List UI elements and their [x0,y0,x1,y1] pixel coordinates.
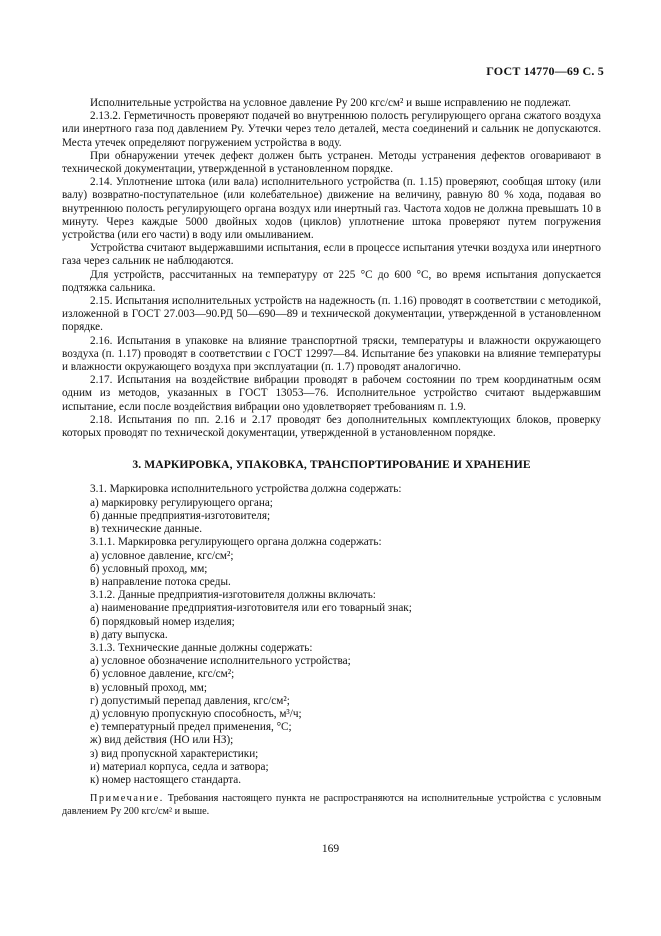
list-item: 3.1.3. Технические данные должны содержать: [90,641,313,654]
paragraph: 2.13.2. Герметичность проверяют подачей во внутреннюю полость регулирующего органа сжатого воздуха или инертного газа под давлением Pу. Утечки через тело деталей, места соединений и сальник не допускаются. Места утечек определяют погружением устройства в воду. [62,110,601,149]
list-item: в) условный проход, мм; [90,681,207,694]
page-header: ГОСТ 14770—69 С. 5 [486,64,604,78]
list-item: г) допустимый перепад давления, кгс/см²; [90,694,290,707]
list-item: а) маркировку регулирующего органа; [90,496,273,509]
list-item: а) условное обозначение исполнительного устройства; [90,655,351,668]
paragraph: 2.15. Испытания исполнительных устройств на надежность (п. 1.16) проводят в соответствии с методикой, изложенной в ГОСТ 27.003—90.РД 50—690—89 и технической документации, утвержденной в установленном порядке. [62,295,601,334]
list-item: з) вид пропускной характеристики; [90,747,259,760]
list-item: б) условное давление, кгс/см²; [90,668,235,681]
list-item: 3.1. Маркировка исполнительного устройства должна содержать: [90,483,402,496]
marking-list [62,483,601,787]
paragraph: При обнаружении утечек дефект должен быть устранен. Методы устранения дефектов оговаривают в технической документации, утвержденной в установленном порядке. [62,149,601,176]
list-item: в) дату выпуска. [90,628,168,641]
list-item: в) технические данные. [90,523,203,536]
paragraph: 2.18. Испытания по пп. 2.16 и 2.17 проводят без дополнительных комплектующих блоков, проверку которых проводят по технической документации, утвержденной в установленном порядке. [62,413,601,440]
list-item: б) порядковый номер изделия; [90,615,235,628]
paragraph: Для устройств, рассчитанных на температуру от 225 °С до 600 °С, во время испытания допускается подтяжка сальника. [62,268,601,294]
list-item: а) наименование предприятия-изготовителя или его товарный знак; [90,602,412,615]
section-title: 3. МАРКИРОВКА, УПАКОВКА, ТРАНСПОРТИРОВАНИЕ И ХРАНЕНИЕ [132,458,531,472]
paragraph: Устройства считают выдержавшими испытания, если в процессе испытания утечки воздуха или инертного газа через сальник не наблюдаются. [62,242,601,268]
list-item: д) условную пропускную способность, м³/ч; [90,707,302,720]
list-item: а) условное давление, кгс/см²; [90,549,234,562]
paragraph: 2.17. Испытания на воздействие вибрации проводят в рабочем состоянии по трем координатным осям одним из методов, указанных в ГОСТ 13053—76. Исполнительное устройство считают выдержавшим испытание, если после воздействия вибрации оно удовлетворяет требованиям п. 1.9. [62,374,601,413]
paragraph: 2.16. Испытания в упаковке на влияние транспортной тряски, температуры и влажности окружающего воздуха (п. 1.17) проводят в соответствии с ГОСТ 12997—84. Испытание без упаковки на влияние температуры и влажности окружающего воздуха при эксплуатации (п. 1.7) проводят аналогично. [62,334,601,374]
list-item: в) направление потока среды. [90,575,231,588]
note-text: Требования настоящего пункта не распространяются на исполнительные устройства с условным давлением Pу 200 кгс/см² и выше. [62,793,602,817]
document-body [62,97,601,818]
paragraph: Исполнительные устройства на условное давление Pу 200 кгс/см² и выше исправлению не подлежат. [90,97,571,109]
list-item: б) данные предприятия-изготовителя; [90,509,271,522]
note-label: Примечание. [90,793,164,805]
page-number: 169 [321,843,340,855]
note [62,793,601,818]
list-item: ж) вид действия (НО или НЗ); [90,734,234,747]
list-item: б) условный проход, мм; [90,562,208,575]
list-item: и) материал корпуса, седла и затвора; [90,760,269,773]
list-item: 3.1.2. Данные предприятия-изготовителя должны включать: [90,589,376,602]
list-item: к) номер настоящего стандарта. [90,773,242,786]
list-item: е) температурный предел применения, °С; [90,721,292,734]
paragraph: 2.14. Уплотнение штока (или вала) исполнительного устройства (п. 1.15) проверяют, сообщая штоку (или валу) возвратно-поступательное (или колебательное) движение на величину, равную 80 % хода, подавая во внутреннюю полость регулирующего органа воздух или инертный газ. Частота ходов не должна превышать 10 в минуту. Через каждые 5000 двойных ходов (циклов) уплотнение штока проверяют путем погружения устройства (или его части) в воду или омыливанием. [62,176,601,242]
list-item: 3.1.1. Маркировка регулирующего органа должна содержать: [90,536,382,549]
